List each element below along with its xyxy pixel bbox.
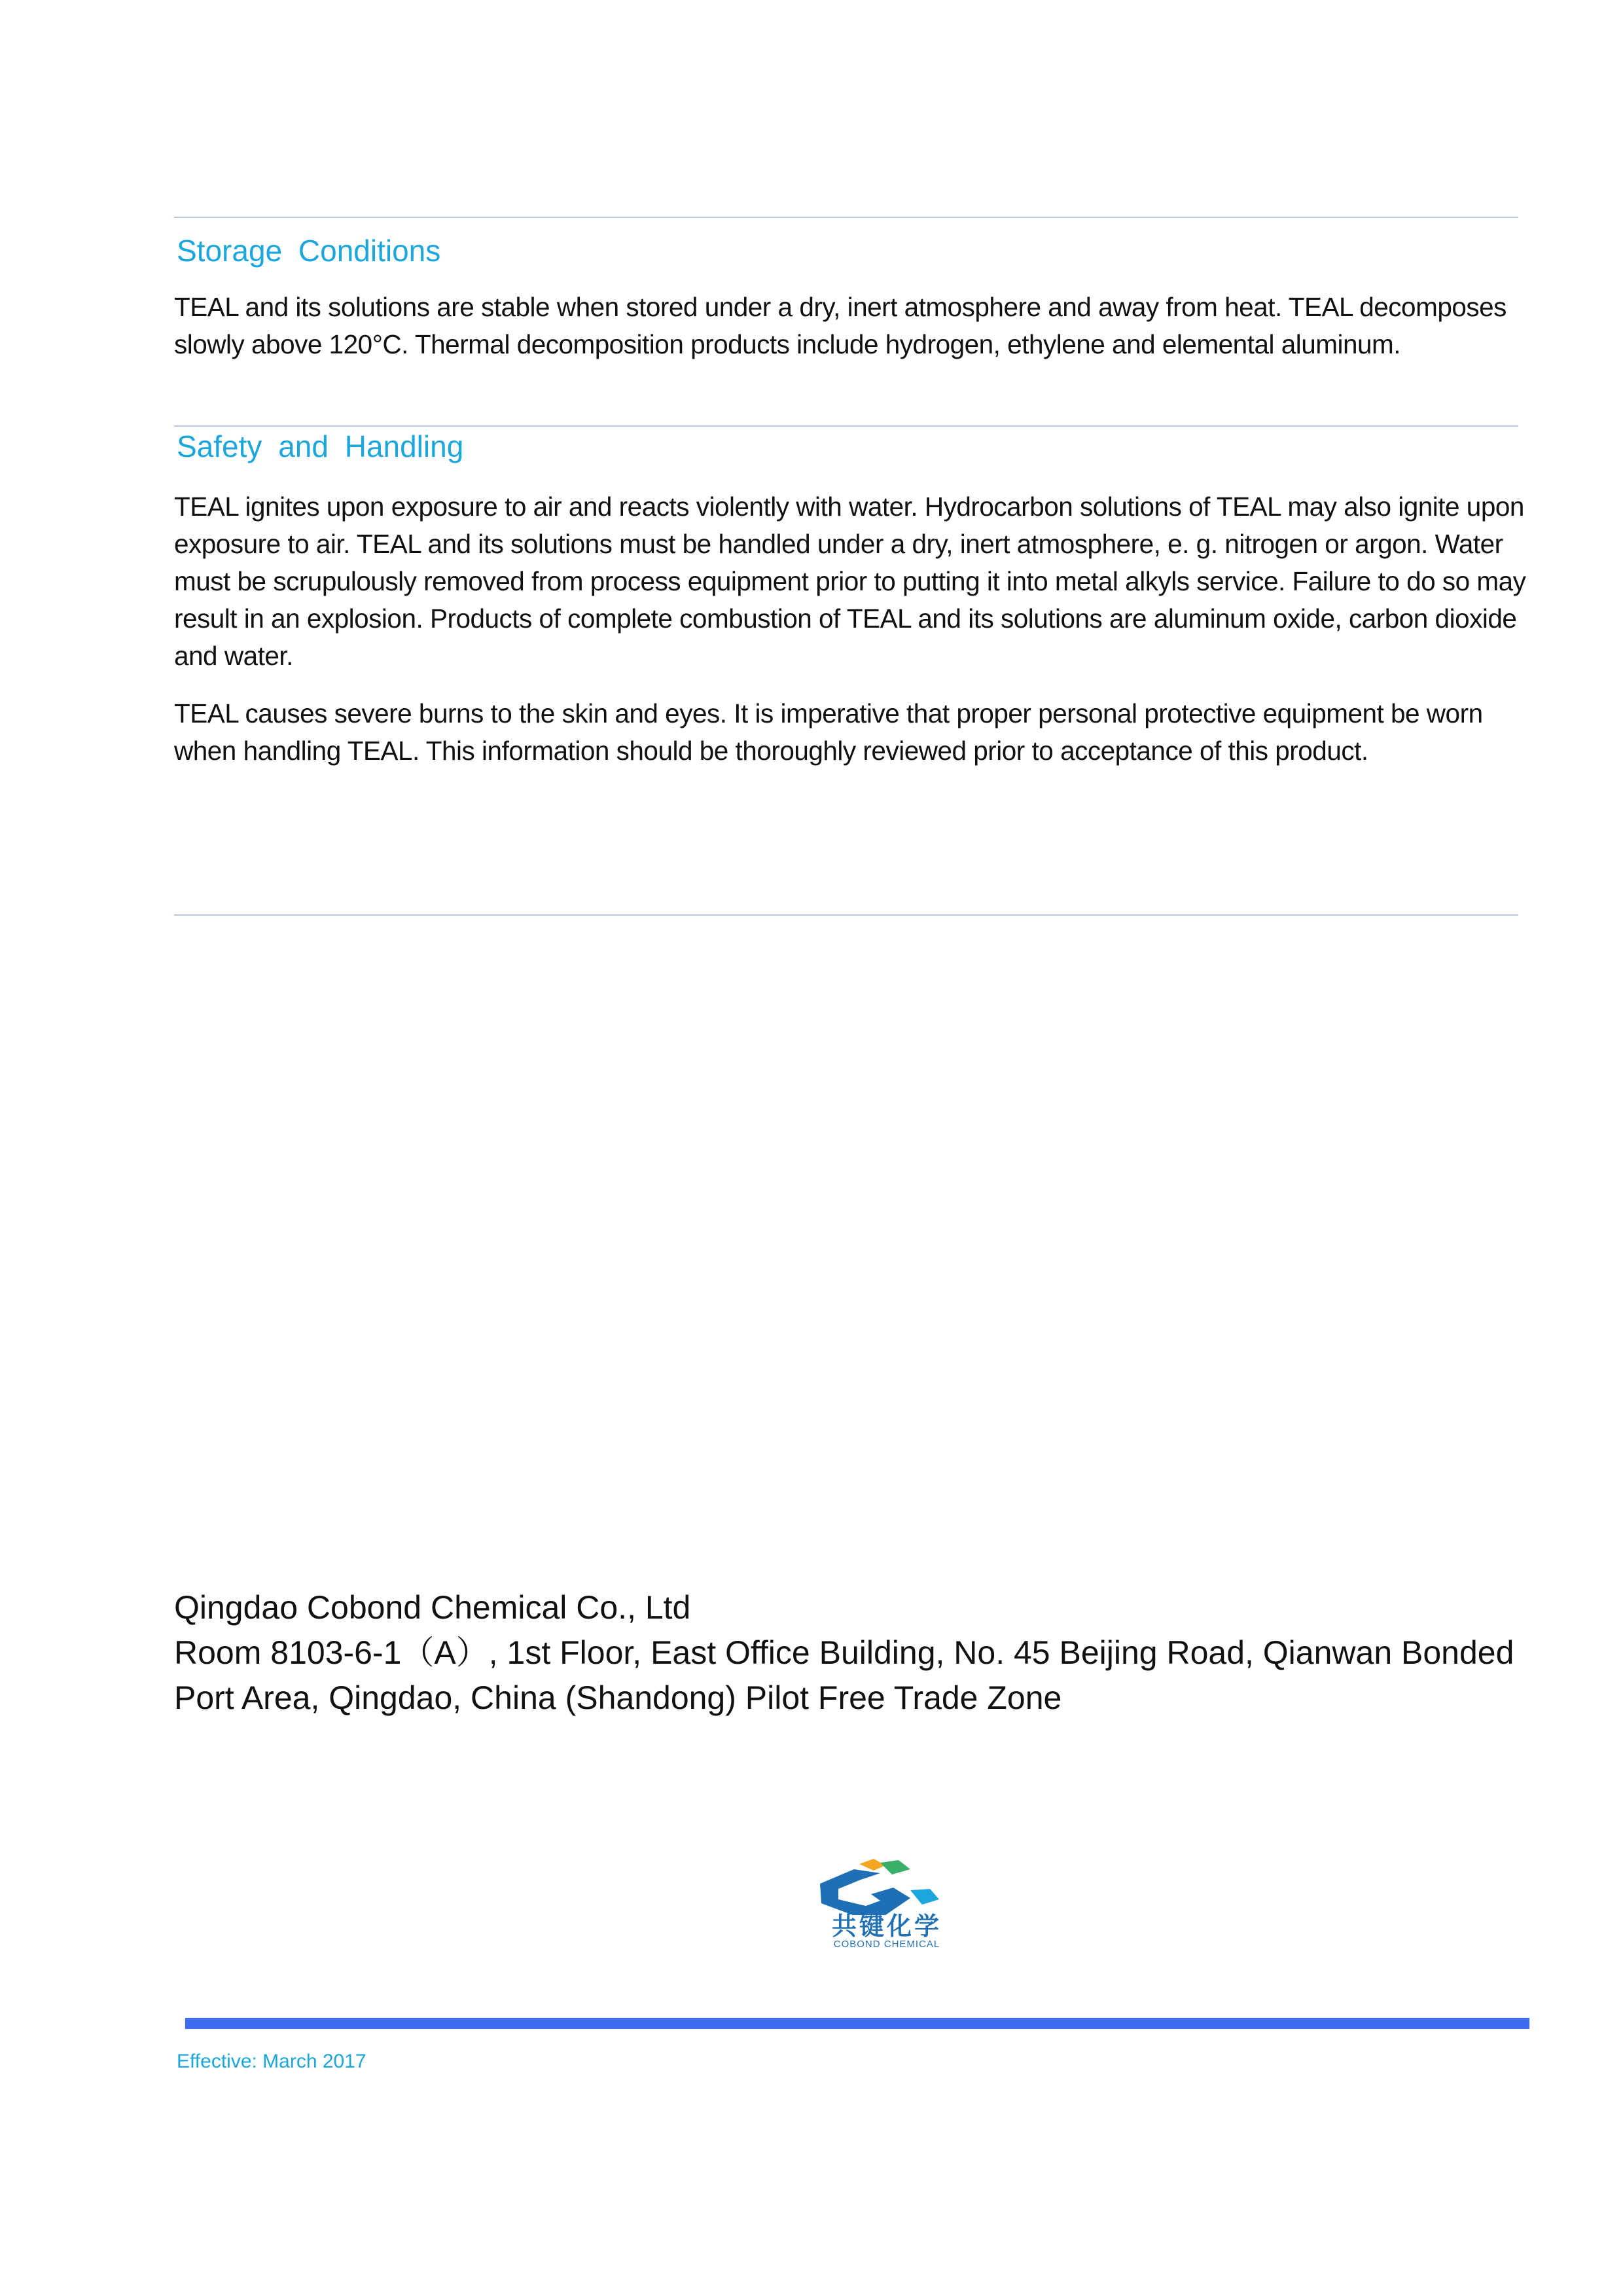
logo-chinese-name: 共键化学 (831, 1912, 942, 1941)
company-logo (782, 1851, 991, 1949)
safety-paragraph-1: TEAL ignites upon exposure to air and reacts violently with water. Hydrocarbon solutions of TEAL may also ignite upon exposure to air. TEAL and its solutions must be handled under a dry, inert atmosphere, e. g. nitrogen or argon. Water must be scrupulously removed from process equipment prior to putting it into metal alkyls service. Failure to do so may result in an explosion. Products of complete combustion of TEAL and its solutions are aluminum oxide, carbon dioxide and water. (174, 492, 1526, 671)
logo-blue-mark (820, 1869, 910, 1915)
safety-paragraph-2: TEAL causes severe burns to the skin and eyes. It is imperative that proper personal protective equipment be worn when handling TEAL. This information should be thoroughly reviewed prior to acceptance of this product. (174, 698, 1483, 766)
address-line-2: Port Area, Qingdao, China (Shandong) Pilot Free Trade Zone (174, 1679, 1062, 1716)
storage-heading: Storage Conditions (177, 234, 441, 268)
cobond-logo-icon (782, 1851, 991, 1949)
storage-paragraph: TEAL and its solutions are stable when stored under a dry, inert atmosphere and away from heat. TEAL decomposes slowly above 120°C. Thermal decomposition products include hydrogen, ethylene and elemental aluminum. (174, 292, 1507, 359)
effective-date: Effective: March 2017 (177, 2051, 366, 2072)
top-divider (174, 217, 1518, 218)
footer-bar (185, 2018, 1529, 2029)
logo-teal-shape (910, 1889, 939, 1905)
logo-green-shape (880, 1860, 910, 1874)
safety-heading: Safety and Handling (177, 429, 464, 463)
section-end-divider (174, 914, 1518, 916)
storage-divider (174, 425, 1518, 427)
company-name: Qingdao Cobond Chemical Co., Ltd (174, 1589, 691, 1626)
logo-english-name: COBOND CHEMICAL (833, 1939, 940, 1949)
address-line-1: Room 8103-6-1（A）, 1st Floor, East Office Building, No. 45 Beijing Road, Qianwan Bonded (174, 1634, 1514, 1671)
company-address-block (174, 1585, 1561, 1721)
logo-orange-shape (859, 1859, 885, 1871)
